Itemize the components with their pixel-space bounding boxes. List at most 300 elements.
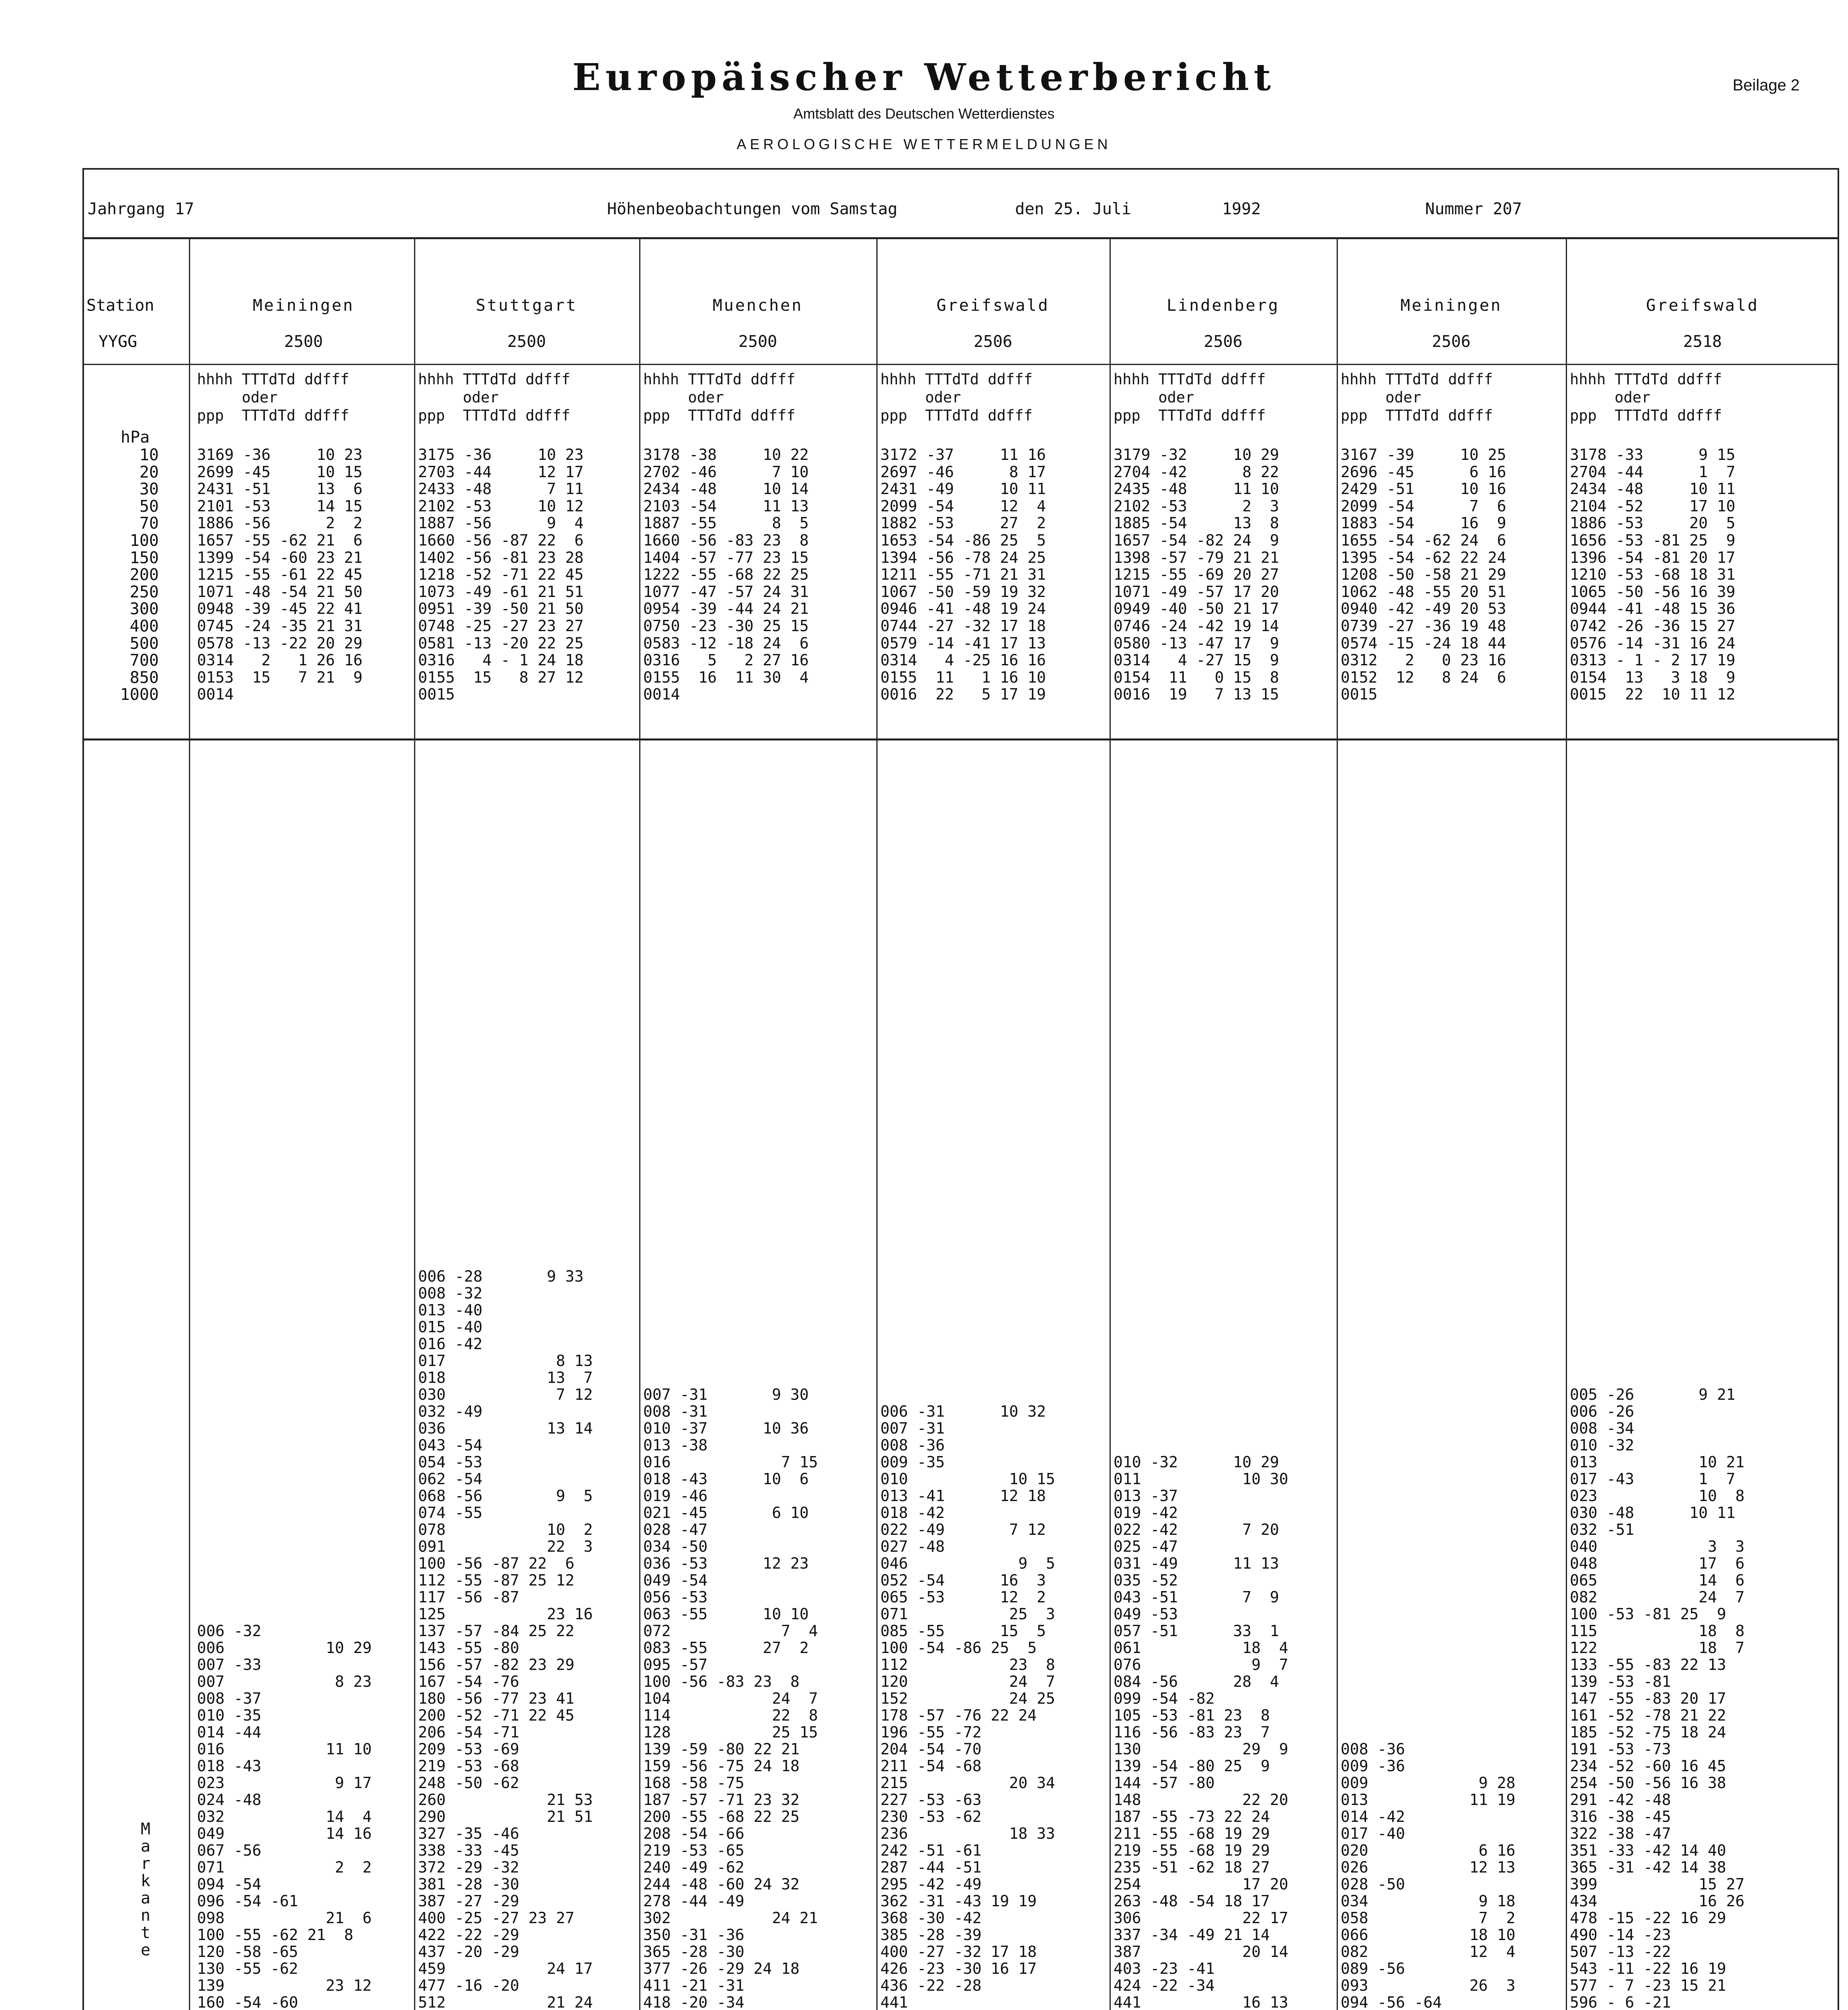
significant-row: 096 -54 -61	[197, 1892, 298, 1910]
standard-row: 1657 -55 -62 21 6	[197, 531, 363, 549]
significant-row: 049 -54	[643, 1571, 708, 1589]
station-name: Muenchen	[712, 296, 803, 315]
significant-row: 019 -46	[643, 1487, 708, 1505]
column-head-2: oder	[1341, 389, 1421, 406]
significant-row: 100 -56 -83 23 8	[643, 1673, 800, 1690]
beilage-label: Beilage 2	[1733, 76, 1800, 94]
significant-row: 048 17 6	[1570, 1555, 1745, 1572]
standard-row: 1071 -48 -54 21 50	[197, 582, 363, 601]
significant-row: 424 -22 -34	[1114, 1977, 1215, 1994]
level-label: 20	[139, 463, 159, 482]
station-yygg: 2500	[284, 332, 323, 351]
standard-row: 0581 -13 -20 22 25	[418, 634, 584, 652]
column-head-3: ppp TTTdTd ddfff	[1114, 407, 1266, 424]
significant-row: 017 8 13	[418, 1352, 593, 1370]
significant-row: 082 12 4	[1341, 1943, 1516, 1961]
standard-row: 0016 19 7 13 15	[1114, 685, 1279, 704]
column-head-3: ppp TTTdTd ddfff	[1570, 407, 1722, 424]
significant-row: 018 -43	[197, 1757, 262, 1775]
significant-row: 114 22 8	[643, 1706, 818, 1724]
standard-row: 1394 -56 -78 24 25	[880, 548, 1046, 566]
significant-row: 008 -34	[1570, 1419, 1635, 1437]
standard-row: 0583 -12 -18 24 6	[643, 634, 809, 652]
markante-letter: t	[141, 1924, 151, 1942]
markante-letter: a	[141, 1889, 151, 1907]
significant-row: 387 20 14	[1114, 1943, 1288, 1961]
standard-row: 2697 -46 8 17	[880, 463, 1046, 481]
significant-row: 008 -36	[1341, 1740, 1405, 1758]
significant-row: 204 -54 -70	[880, 1740, 982, 1758]
significant-row: 014 -44	[197, 1723, 262, 1741]
significant-row: 377 -26 -29 24 18	[643, 1960, 800, 1977]
significant-row: 260 21 53	[418, 1791, 593, 1809]
significant-row: 024 -48	[197, 1791, 262, 1809]
significant-row: 032 14 4	[197, 1808, 372, 1825]
significant-row: 152 24 25	[880, 1690, 1055, 1707]
significant-row: 337 -34 -49 21 14	[1114, 1926, 1270, 1944]
standard-row: 2101 -53 14 15	[197, 497, 363, 515]
standard-row: 1399 -54 -60 23 21	[197, 548, 363, 566]
column-head-2: oder	[880, 389, 961, 406]
significant-row: 098 21 6	[197, 1909, 372, 1927]
significant-row: 147 -55 -83 20 17	[1570, 1690, 1726, 1707]
significant-row: 023 10 8	[1570, 1487, 1745, 1505]
column-rule	[1110, 239, 1111, 2010]
significant-row: 014 -42	[1341, 1808, 1405, 1825]
column-head-3: ppp TTTdTd ddfff	[1341, 407, 1493, 424]
standard-row: 1883 -54 16 9	[1341, 514, 1506, 532]
significant-row: 235 -51 -62 18 27	[1114, 1858, 1270, 1876]
markante-letter: k	[141, 1872, 151, 1890]
significant-row: 010 -37 10 36	[643, 1419, 809, 1437]
significant-row: 148 22 20	[1114, 1791, 1288, 1809]
significant-row: 083 -55 27 2	[643, 1639, 809, 1657]
significant-row: 206 -54 -71	[418, 1723, 519, 1741]
standard-row: 0750 -23 -30 25 15	[643, 617, 809, 635]
significant-row: 302 24 21	[643, 1909, 818, 1927]
standard-row: 0578 -13 -22 20 29	[197, 634, 363, 652]
significant-row: 007 -31 9 30	[643, 1386, 809, 1403]
standard-row: 0155 15 8 27 12	[418, 668, 584, 686]
significant-row: 063 -55 10 10	[643, 1605, 809, 1623]
column-head-3: ppp TTTdTd ddfff	[880, 407, 1033, 424]
standard-row: 1887 -56 9 4	[418, 514, 584, 532]
significant-row: 022 -42 7 20	[1114, 1521, 1279, 1538]
standard-row: 1882 -53 27 2	[880, 514, 1046, 532]
standard-row: 3178 -33 9 15	[1570, 446, 1735, 464]
significant-row: 196 -55 -72	[880, 1723, 982, 1741]
significant-row: 094 -56 -64	[1341, 1994, 1442, 2010]
significant-row: 072 7 4	[643, 1622, 818, 1640]
significant-row: 011 10 30	[1114, 1470, 1288, 1488]
significant-row: 016 11 10	[197, 1740, 372, 1758]
significant-row: 009 9 28	[1341, 1774, 1516, 1792]
level-label: 500	[129, 634, 159, 653]
significant-row: 031 -49 11 13	[1114, 1555, 1279, 1572]
significant-row: 035 -52	[1114, 1571, 1178, 1589]
significant-row: 046 9 5	[880, 1555, 1055, 1572]
standard-row: 1656 -53 -81 25 9	[1570, 531, 1735, 549]
station-yygg: 2500	[738, 332, 777, 351]
standard-row: 0748 -25 -27 23 27	[418, 617, 584, 635]
significant-row: 100 -55 -62 21 8	[197, 1926, 353, 1944]
level-label: 100	[129, 531, 159, 550]
column-rule	[189, 239, 190, 2010]
significant-row: 116 -56 -83 23 7	[1114, 1723, 1270, 1741]
station-yygg: 2518	[1683, 332, 1722, 351]
significant-row: 091 22 3	[418, 1538, 593, 1555]
standard-row: 0014	[197, 685, 234, 704]
significant-row: 436 -22 -28	[880, 1977, 982, 1994]
station-label: Station	[86, 296, 154, 315]
standard-row: 0014	[643, 685, 680, 704]
significant-row: 013 -41 12 18	[880, 1487, 1046, 1505]
significant-row: 209 -53 -69	[418, 1740, 519, 1758]
standard-row: 1402 -56 -81 23 28	[418, 548, 584, 566]
standard-row: 2099 -54 7 6	[1341, 497, 1506, 515]
column-head-1: hhhh TTTdTd ddfff	[1570, 371, 1722, 388]
standard-row: 0314 2 1 26 16	[197, 651, 363, 669]
column-head-1: hhhh TTTdTd ddfff	[1341, 371, 1493, 388]
beobachtung: Höhenbeobachtungen vom Samstag	[607, 200, 898, 218]
level-label: 200	[129, 566, 159, 585]
significant-row: 089 -56	[1341, 1960, 1405, 1977]
standard-row: 0946 -41 -48 19 24	[880, 600, 1046, 618]
standard-row: 0948 -39 -45 22 41	[197, 600, 363, 618]
standard-row: 0016 22 5 17 19	[880, 685, 1046, 704]
significant-row: 018 13 7	[418, 1369, 593, 1386]
significant-row: 058 7 2	[1341, 1909, 1516, 1927]
column-head-1: hhhh TTTdTd ddfff	[643, 371, 796, 388]
significant-row: 022 -49 7 12	[880, 1521, 1046, 1538]
significant-row: 144 -57 -80	[1114, 1774, 1215, 1792]
significant-row: 244 -48 -60 24 32	[643, 1875, 800, 1893]
significant-row: 016 -42	[418, 1335, 483, 1353]
standard-row: 0739 -27 -36 19 48	[1341, 617, 1506, 635]
significant-row: 167 -54 -76	[418, 1673, 519, 1690]
level-label: 30	[139, 480, 159, 499]
significant-row: 013 -40	[418, 1301, 483, 1319]
significant-row: 074 -55	[418, 1504, 483, 1522]
standard-row: 1067 -50 -59 19 32	[880, 582, 1046, 601]
significant-row: 030 7 12	[418, 1386, 593, 1403]
significant-row: 219 -53 -65	[643, 1842, 745, 1859]
subtitle: Amtsblatt des Deutschen Wetterdienstes	[793, 105, 1055, 122]
significant-row: 071 25 3	[880, 1605, 1055, 1623]
significant-row: 130 29 9	[1114, 1740, 1288, 1758]
significant-row: 006 10 29	[197, 1639, 372, 1657]
significant-row: 368 -30 -42	[880, 1909, 982, 1927]
significant-row: 128 25 15	[643, 1723, 818, 1741]
significant-row: 139 -53 -81	[1570, 1673, 1671, 1690]
significant-row: 008 -31	[643, 1403, 708, 1420]
column-rule	[1337, 239, 1338, 2010]
significant-row: 381 -28 -30	[418, 1875, 519, 1893]
significant-row: 219 -53 -68	[418, 1757, 519, 1775]
significant-row: 187 -57 -71 23 32	[643, 1791, 800, 1809]
significant-row: 061 18 4	[1114, 1639, 1288, 1657]
standard-row: 2429 -51 10 16	[1341, 480, 1506, 498]
standard-row: 2434 -48 10 11	[1570, 480, 1735, 498]
significant-row: 099 -54 -82	[1114, 1690, 1215, 1707]
standard-row: 0155 11 1 16 10	[880, 668, 1046, 686]
standard-row: 0312 2 0 23 16	[1341, 651, 1506, 669]
significant-row: 122 18 7	[1570, 1639, 1745, 1657]
significant-row: 295 -42 -49	[880, 1875, 982, 1893]
significant-row: 082 24 7	[1570, 1588, 1745, 1606]
significant-row: 161 -52 -78 21 22	[1570, 1706, 1726, 1724]
significant-row: 227 -53 -63	[880, 1791, 982, 1809]
column-rule	[1566, 239, 1567, 2010]
standard-row: 1065 -50 -56 16 39	[1570, 582, 1735, 601]
significant-row: 049 14 16	[197, 1825, 372, 1842]
station-name: Meiningen	[252, 296, 355, 315]
standard-row: 1211 -55 -71 21 31	[880, 566, 1046, 584]
significant-row: 052 -54 16 3	[880, 1571, 1046, 1589]
yygg-label: YYGG	[98, 332, 137, 351]
standard-row: 0745 -24 -35 21 31	[197, 617, 363, 635]
standard-row: 0314 4 -25 16 16	[880, 651, 1046, 669]
significant-row: 027 -48	[880, 1538, 945, 1555]
significant-row: 418 -20 -34	[643, 1994, 745, 2010]
significant-row: 338 -33 -45	[418, 1842, 519, 1859]
significant-row: 104 24 7	[643, 1690, 818, 1707]
standard-row: 2702 -46 7 10	[643, 463, 809, 481]
significant-row: 185 -52 -75 18 24	[1570, 1723, 1726, 1741]
significant-row: 018 -42	[880, 1504, 945, 1522]
standard-row: 1653 -54 -86 25 5	[880, 531, 1046, 549]
significant-row: 021 -45 6 10	[643, 1504, 809, 1522]
significant-row: 008 -32	[418, 1284, 483, 1302]
significant-row: 009 -35	[880, 1453, 945, 1471]
standard-row: 2099 -54 12 4	[880, 497, 1046, 515]
standard-row: 1886 -56 2 2	[197, 514, 363, 532]
standard-row: 1887 -55 8 5	[643, 514, 809, 532]
significant-row: 316 -38 -45	[1570, 1808, 1671, 1825]
significant-row: 200 -55 -68 22 25	[643, 1808, 800, 1825]
rule-station	[82, 364, 1839, 365]
significant-row: 065 -53 12 2	[880, 1588, 1046, 1606]
significant-row: 477 -16 -20	[418, 1977, 519, 1994]
significant-row: 095 -57	[643, 1656, 708, 1674]
standard-row: 1396 -54 -81 20 17	[1570, 548, 1735, 566]
rule-info	[82, 237, 1839, 239]
significant-row: 066 18 10	[1341, 1926, 1516, 1944]
significant-row: 490 -14 -23	[1570, 1926, 1671, 1944]
markante-letter: n	[141, 1906, 151, 1925]
standard-row: 2104 -52 17 10	[1570, 497, 1735, 515]
significant-row: 112 23 8	[880, 1656, 1055, 1674]
page-title: Europäischer Wetterbericht	[572, 55, 1276, 99]
significant-row: 009 -36	[1341, 1757, 1405, 1775]
standard-row: 2434 -48 10 14	[643, 480, 809, 498]
significant-row: 010 -32	[1570, 1436, 1635, 1454]
standard-row: 0154 11 0 15 8	[1114, 668, 1279, 686]
significant-row: 411 -21 -31	[643, 1977, 745, 1994]
column-head-1: hhhh TTTdTd ddfff	[197, 371, 349, 388]
standard-row: 1073 -49 -61 21 51	[418, 582, 584, 601]
significant-row: 005 -26 9 21	[1570, 1386, 1735, 1403]
significant-row: 178 -57 -76 22 24	[880, 1706, 1037, 1724]
rule-standard	[82, 738, 1839, 740]
significant-row: 017 -43 1 7	[1570, 1470, 1735, 1488]
level-label: 850	[129, 668, 159, 687]
standard-row: 0746 -24 -42 19 14	[1114, 617, 1279, 635]
significant-row: 403 -23 -41	[1114, 1960, 1215, 1977]
column-rule	[639, 239, 640, 2010]
column-rule	[414, 239, 415, 2010]
level-label: 250	[129, 582, 159, 601]
significant-row: 117 -56 -87	[418, 1588, 519, 1606]
significant-row: 254 17 20	[1114, 1875, 1288, 1893]
significant-row: 365 -28 -30	[643, 1943, 745, 1961]
markante-letter: r	[141, 1854, 151, 1873]
significant-row: 139 -59 -80 22 21	[643, 1740, 800, 1758]
significant-row: 028 -47	[643, 1521, 708, 1538]
significant-row: 025 -47	[1114, 1538, 1178, 1555]
significant-row: 013 11 19	[1341, 1791, 1516, 1809]
significant-row: 067 -56	[197, 1842, 262, 1859]
standard-row: 3172 -37 11 16	[880, 446, 1046, 464]
significant-row: 459 24 17	[418, 1960, 593, 1977]
significant-row: 057 -51 33 1	[1114, 1622, 1279, 1640]
significant-row: 187 -55 -73 22 24	[1114, 1808, 1270, 1825]
significant-row: 023 9 17	[197, 1774, 372, 1792]
significant-row: 013 -38	[643, 1436, 708, 1454]
significant-row: 248 -50 -62	[418, 1774, 519, 1792]
standard-row: 0153 15 7 21 9	[197, 668, 363, 686]
standard-row: 0944 -41 -48 15 36	[1570, 600, 1735, 618]
significant-row: 143 -55 -80	[418, 1639, 519, 1657]
station-name: Greifswald	[936, 296, 1050, 315]
significant-row: 010 10 15	[880, 1470, 1055, 1488]
significant-row: 049 -53	[1114, 1605, 1178, 1623]
standard-row: 0015	[1341, 685, 1378, 704]
significant-row: 019 -42	[1114, 1504, 1178, 1522]
standard-row: 1660 -56 -87 22 6	[418, 531, 584, 549]
significant-row: 026 12 13	[1341, 1858, 1516, 1876]
significant-row: 120 -58 -65	[197, 1943, 298, 1961]
standard-row: 1404 -57 -77 23 15	[643, 548, 809, 566]
station-name: Stuttgart	[476, 296, 578, 315]
significant-row: 200 -52 -71 22 45	[418, 1706, 574, 1724]
standard-row: 1208 -50 -58 21 29	[1341, 566, 1506, 584]
standard-row: 2704 -42 8 22	[1114, 463, 1279, 481]
nummer: Nummer 207	[1425, 200, 1522, 218]
significant-row: 441	[880, 1994, 908, 2010]
significant-row: 478 -15 -22 16 29	[1570, 1909, 1726, 1927]
standard-row: 2433 -48 7 11	[418, 480, 584, 498]
standard-row: 0744 -27 -32 17 18	[880, 617, 1046, 635]
level-label: 50	[139, 497, 159, 516]
significant-row: 062 -54	[418, 1470, 483, 1488]
significant-row: 437 -20 -29	[418, 1943, 519, 1961]
significant-row: 362 -31 -43 19 19	[880, 1892, 1037, 1910]
significant-row: 133 -55 -83 22 13	[1570, 1656, 1726, 1674]
significant-row: 125 23 16	[418, 1605, 593, 1623]
significant-row: 426 -23 -30 16 17	[880, 1960, 1037, 1977]
significant-row: 006 -26	[1570, 1403, 1635, 1420]
significant-row: 130 -55 -62	[197, 1960, 298, 1977]
significant-row: 030 -48 10 11	[1570, 1504, 1735, 1522]
standard-row: 1886 -53 20 5	[1570, 514, 1735, 532]
significant-row: 007 -33	[197, 1656, 262, 1674]
level-label: 700	[129, 651, 159, 670]
standard-row: 0742 -26 -36 15 27	[1570, 617, 1735, 635]
column-head-2: oder	[1570, 389, 1651, 406]
standard-row: 2704 -44 1 7	[1570, 463, 1735, 481]
standard-row: 0580 -13 -47 17 9	[1114, 634, 1279, 652]
significant-row: 180 -56 -77 23 41	[418, 1690, 574, 1707]
significant-row: 543 -11 -22 16 19	[1570, 1960, 1726, 1977]
significant-row: 010 -35	[197, 1706, 262, 1724]
datum: den 25. Juli	[1015, 200, 1131, 218]
significant-row: 137 -57 -84 25 22	[418, 1622, 574, 1640]
significant-row: 322 -38 -47	[1570, 1825, 1671, 1842]
standard-row: 0154 13 3 18 9	[1570, 668, 1735, 686]
station-yygg: 2506	[973, 332, 1013, 351]
standard-row: 0579 -14 -41 17 13	[880, 634, 1046, 652]
significant-row: 105 -53 -81 23 8	[1114, 1706, 1270, 1724]
significant-row: 065 14 6	[1570, 1571, 1745, 1589]
markante-letter: a	[141, 1837, 151, 1856]
standard-row: 0015	[418, 685, 455, 704]
significant-row: 076 9 7	[1114, 1656, 1288, 1674]
level-label: 10	[139, 446, 159, 464]
station-yygg: 2500	[507, 332, 546, 351]
significant-row: 287 -44 -51	[880, 1858, 982, 1876]
column-head-2: oder	[418, 389, 499, 406]
significant-row: 020 6 16	[1341, 1842, 1516, 1859]
significant-row: 015 -40	[418, 1318, 483, 1336]
significant-row: 399 15 27	[1570, 1875, 1745, 1893]
significant-row: 327 -35 -46	[418, 1825, 519, 1842]
standard-row: 0316 4 - 1 24 18	[418, 651, 584, 669]
significant-row: 512 21 24	[418, 1994, 593, 2010]
standard-row: 2103 -54 11 13	[643, 497, 809, 515]
standard-row: 0949 -40 -50 21 17	[1114, 600, 1279, 618]
standard-row: 3178 -38 10 22	[643, 446, 809, 464]
standard-row: 2431 -51 13 6	[197, 480, 363, 498]
significant-row: 422 -22 -29	[418, 1926, 519, 1944]
column-head-1: hhhh TTTdTd ddfff	[1114, 371, 1266, 388]
standard-row: 3169 -36 10 23	[197, 446, 363, 464]
significant-row: 240 -49 -62	[643, 1858, 745, 1876]
significant-row: 306 22 17	[1114, 1909, 1288, 1927]
significant-row: 032 -51	[1570, 1521, 1635, 1538]
significant-row: 036 -53 12 23	[643, 1555, 809, 1572]
standard-row: 0574 -15 -24 18 44	[1341, 634, 1506, 652]
hpa-label: hPa	[121, 428, 150, 447]
significant-row: 006 -31 10 32	[880, 1403, 1046, 1420]
significant-row: 577 - 7 -23 15 21	[1570, 1977, 1726, 1994]
significant-row: 351 -33 -42 14 40	[1570, 1842, 1726, 1859]
significant-row: 100 -54 -86 25 5	[880, 1639, 1037, 1657]
standard-row: 1222 -55 -68 22 25	[643, 566, 809, 584]
significant-row: 434 16 26	[1570, 1892, 1745, 1910]
significant-row: 385 -28 -39	[880, 1926, 982, 1944]
significant-row: 017 -40	[1341, 1825, 1405, 1842]
significant-row: 350 -31 -36	[643, 1926, 745, 1944]
level-label: 150	[129, 548, 159, 567]
level-label: 70	[139, 514, 159, 533]
significant-row: 191 -53 -73	[1570, 1740, 1671, 1758]
significant-row: 400 -25 -27 23 27	[418, 1909, 574, 1927]
standard-row: 0314 4 -27 15 9	[1114, 651, 1279, 669]
column-head-2: oder	[197, 389, 278, 406]
section-title: AEROLOGISCHE WETTERMELDUNGEN	[736, 136, 1112, 152]
significant-row: 100 -53 -81 25 9	[1570, 1605, 1726, 1623]
